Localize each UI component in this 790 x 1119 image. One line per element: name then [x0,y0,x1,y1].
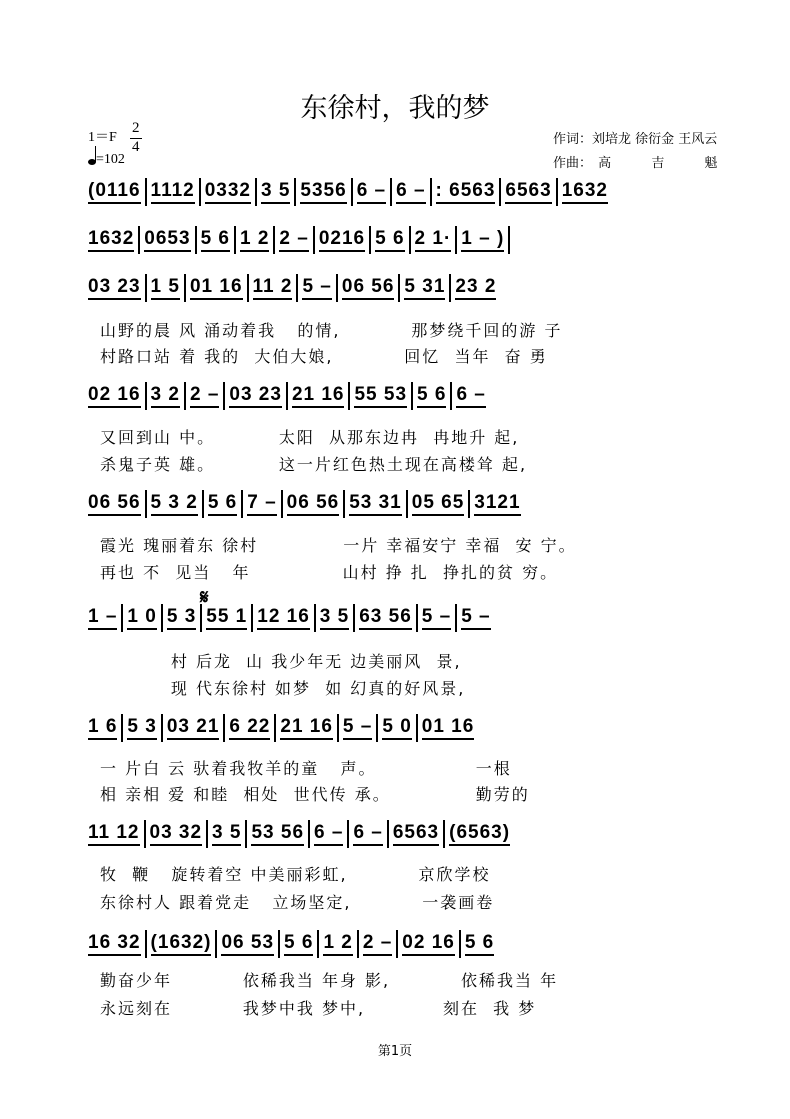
measure: 5 3 2 [151,492,198,516]
measure: 1 – ) [461,228,504,252]
measure: 03 23 [88,276,141,300]
bar-line [138,226,140,254]
notation-row [88,714,728,748]
measure: 1 2 [240,228,269,252]
measure: 1 – [88,606,117,630]
bar-line [206,820,208,848]
bar-line [353,604,355,632]
measure: 12 16 [257,606,310,630]
measure: 5 6 [417,384,446,408]
bar-line [357,930,359,958]
bar-line [274,714,276,742]
page-title: 东徐村，我的梦 [300,93,490,124]
bar-line [278,930,280,958]
notation-row [88,178,728,212]
measure: 05 65 [412,492,465,516]
measure: 1632 [88,228,134,252]
tempo-marking [88,152,125,168]
bar-line [390,178,392,206]
bar-line [161,714,163,742]
lyric-line: 山野的晨 风 涌动着我 的情, 那梦绕千回的游 子 [100,321,563,340]
bar-line [296,274,298,302]
bar-line [343,490,345,518]
measure: 06 53 [221,932,274,956]
bar-line [145,490,147,518]
measure: 11 12 [88,822,140,846]
lyric-line: 村 后龙 山 我少年无 边美丽风 景, [100,652,462,671]
measure: (6563) [449,822,510,846]
measure: 1 6 [88,716,117,740]
meter-numerator: 2 [132,120,140,136]
composer-label: 作曲： [553,156,593,171]
measure: 23 2 [455,276,496,300]
measure: 1632 [562,180,608,204]
measure: 6 – [357,180,386,204]
bar-line [145,382,147,410]
quarter-note-icon [88,159,96,165]
measure: 5 6 [465,932,494,956]
bar-line [499,178,501,206]
measure: 6 – [396,180,425,204]
lyric-line: 现 代东徐村 如梦 如 幻真的好风景, [100,679,466,698]
measure: 1112 [151,180,195,204]
bar-line [347,820,349,848]
measure: 0216 [319,228,365,252]
bar-line [251,604,253,632]
bar-line [455,604,457,632]
bar-line [398,274,400,302]
bar-line [199,178,201,206]
composer-name-2: 吉 [651,156,665,171]
measure: 2 – [279,228,308,252]
lyric-line: 村路口站 着 我的 大伯大娘, 回忆 当年 奋 勇 [100,347,548,366]
measure: 5 6 [375,228,404,252]
bar-line [247,274,249,302]
composer-credit [553,152,717,171]
segno-icon: 𝄋 [200,585,209,609]
bar-line [556,178,558,206]
bar-line [202,490,204,518]
measure: 6 – [314,822,343,846]
measure: 5 – [343,716,372,740]
measure: 6 – [456,384,485,408]
bar-line [245,820,247,848]
measure: 03 23 [229,384,282,408]
measure: 16 32 [88,932,141,956]
measure: 53 56 [251,822,304,846]
measure: 2 1· [415,228,452,252]
lyricist-credit: 作词：刘培龙 徐衍金 王风云 [553,132,718,147]
measure: 06 56 [287,492,340,516]
measure: 6 – [353,822,382,846]
bar-line [255,178,257,206]
bar-line [468,490,470,518]
measure: 21 16 [292,384,345,408]
measure: 1 0 [127,606,156,630]
lyric-line: 杀鬼子英 雄。 这一片红色热土现在高楼耸 起, [100,455,528,474]
bar-line [144,820,146,848]
measure: 63 56 [359,606,412,630]
page-number: 第1页 [377,1044,413,1059]
notation-row [88,930,728,964]
notation-row [88,226,728,260]
measure: 3 5 [261,180,290,204]
lyric-line: 永远刻在 我梦中我 梦中, 刻在 我 梦 [100,999,537,1018]
bar-line [121,604,123,632]
composer-name-3: 魁 [704,156,718,171]
measure: 06 56 [88,492,141,516]
lyric-line: 牧 鞭 旋转着空 中美丽彩虹, 京欣学校 [100,865,491,884]
measure: 01 16 [422,716,475,740]
bar-line [234,226,236,254]
measure: 5 0 [382,716,411,740]
bar-line [416,714,418,742]
measure: 3 2 [151,384,180,408]
bar-line [348,382,350,410]
measure: (0116 [88,180,141,204]
bar-line [223,714,225,742]
notation-row [88,274,728,308]
lyric-line: 霞光 瑰丽着东 徐村 一片 幸福安宁 幸福 安 宁。 [100,536,577,555]
measure: 5356 [300,180,346,204]
measure: 01 16 [190,276,243,300]
bar-line [430,178,432,206]
bar-line [241,490,243,518]
bar-line [294,178,296,206]
measure: 5 6 [284,932,313,956]
measure: 21 16 [280,716,333,740]
measure: : 6563 [436,180,496,204]
measure: 1 5 [151,276,180,300]
meter-denominator: 4 [132,139,140,155]
bar-line [281,490,283,518]
bar-line [406,490,408,518]
measure: 03 21 [167,716,220,740]
notation-row [88,382,728,416]
measure: 53 31 [349,492,402,516]
measure: 5 3 [127,716,156,740]
bar-line [409,226,411,254]
notation-row [88,490,728,524]
notation-row [88,604,728,638]
lyric-line: 一 片白 云 驮着我牧羊的童 声。 一根 [100,759,512,778]
bar-line [121,714,123,742]
bar-line [459,930,461,958]
bar-line [449,274,451,302]
measure: 6563 [393,822,439,846]
bar-line [195,226,197,254]
key-signature: 1＝F [88,130,117,145]
bar-line [317,930,319,958]
measure: 5 3 [167,606,196,630]
measure: 5 – [422,606,451,630]
bar-line [314,604,316,632]
measure: 5 6 [201,228,230,252]
measure: 6563 [505,180,551,204]
measure: 5 6 [208,492,237,516]
measure: 0653 [144,228,190,252]
measure: 2 – [363,932,392,956]
bar-line [184,382,186,410]
lyric-line: 又回到山 中。 太阳 从那东边冉 冉地升 起, [100,428,520,447]
measure: 55 53 [354,384,407,408]
bar-line [308,820,310,848]
measure: 02 16 [88,384,141,408]
lyric-line: 相 亲相 爱 和睦 相处 世代传 承。 勤劳的 [100,785,530,804]
measure: 02 16 [402,932,455,956]
lyric-line: 再也 不 见当 年 山村 挣 扎 挣扎的贫 穷。 [100,563,559,582]
measure: 3121 [474,492,520,516]
bar-line [455,226,457,254]
bar-line [286,382,288,410]
bar-line [508,226,510,254]
tempo-value: =102 [96,152,125,167]
lyric-line: 东徐村人 跟着党走 立场坚定, 一袭画卷 [100,893,495,912]
bar-line [369,226,371,254]
bar-line [411,382,413,410]
measure: 11 2 [253,276,293,300]
measure: 3 5 [212,822,241,846]
measure: 6 22 [229,716,270,740]
bar-line [336,274,338,302]
bar-line [223,382,225,410]
bar-line [387,820,389,848]
measure: 1 2 [323,932,352,956]
measure: 2 – [190,384,219,408]
bar-line [215,930,217,958]
bar-line [376,714,378,742]
bar-line [145,178,147,206]
lyric-line: 勤奋少年 依稀我当 年身 影, 依稀我当 年 [100,971,559,990]
bar-line [161,604,163,632]
measure: (1632) [151,932,212,956]
bar-line [396,930,398,958]
measure: 06 56 [342,276,395,300]
bar-line [273,226,275,254]
bar-line [337,714,339,742]
bar-line [313,226,315,254]
bar-line [145,930,147,958]
bar-line [145,274,147,302]
bar-line [351,178,353,206]
measure: 7 – [247,492,276,516]
bar-line [184,274,186,302]
measure: 3 5 [320,606,349,630]
measure: 5 – [461,606,490,630]
bar-line [443,820,445,848]
bar-line [416,604,418,632]
measure: 0332 [205,180,251,204]
measure: 5 31 [404,276,445,300]
composer-name-1: 高 [598,156,612,171]
notation-row [88,820,728,854]
measure: 5 – [302,276,331,300]
measure: 55 1 [206,606,247,630]
measure: 03 32 [150,822,203,846]
bar-line [450,382,452,410]
